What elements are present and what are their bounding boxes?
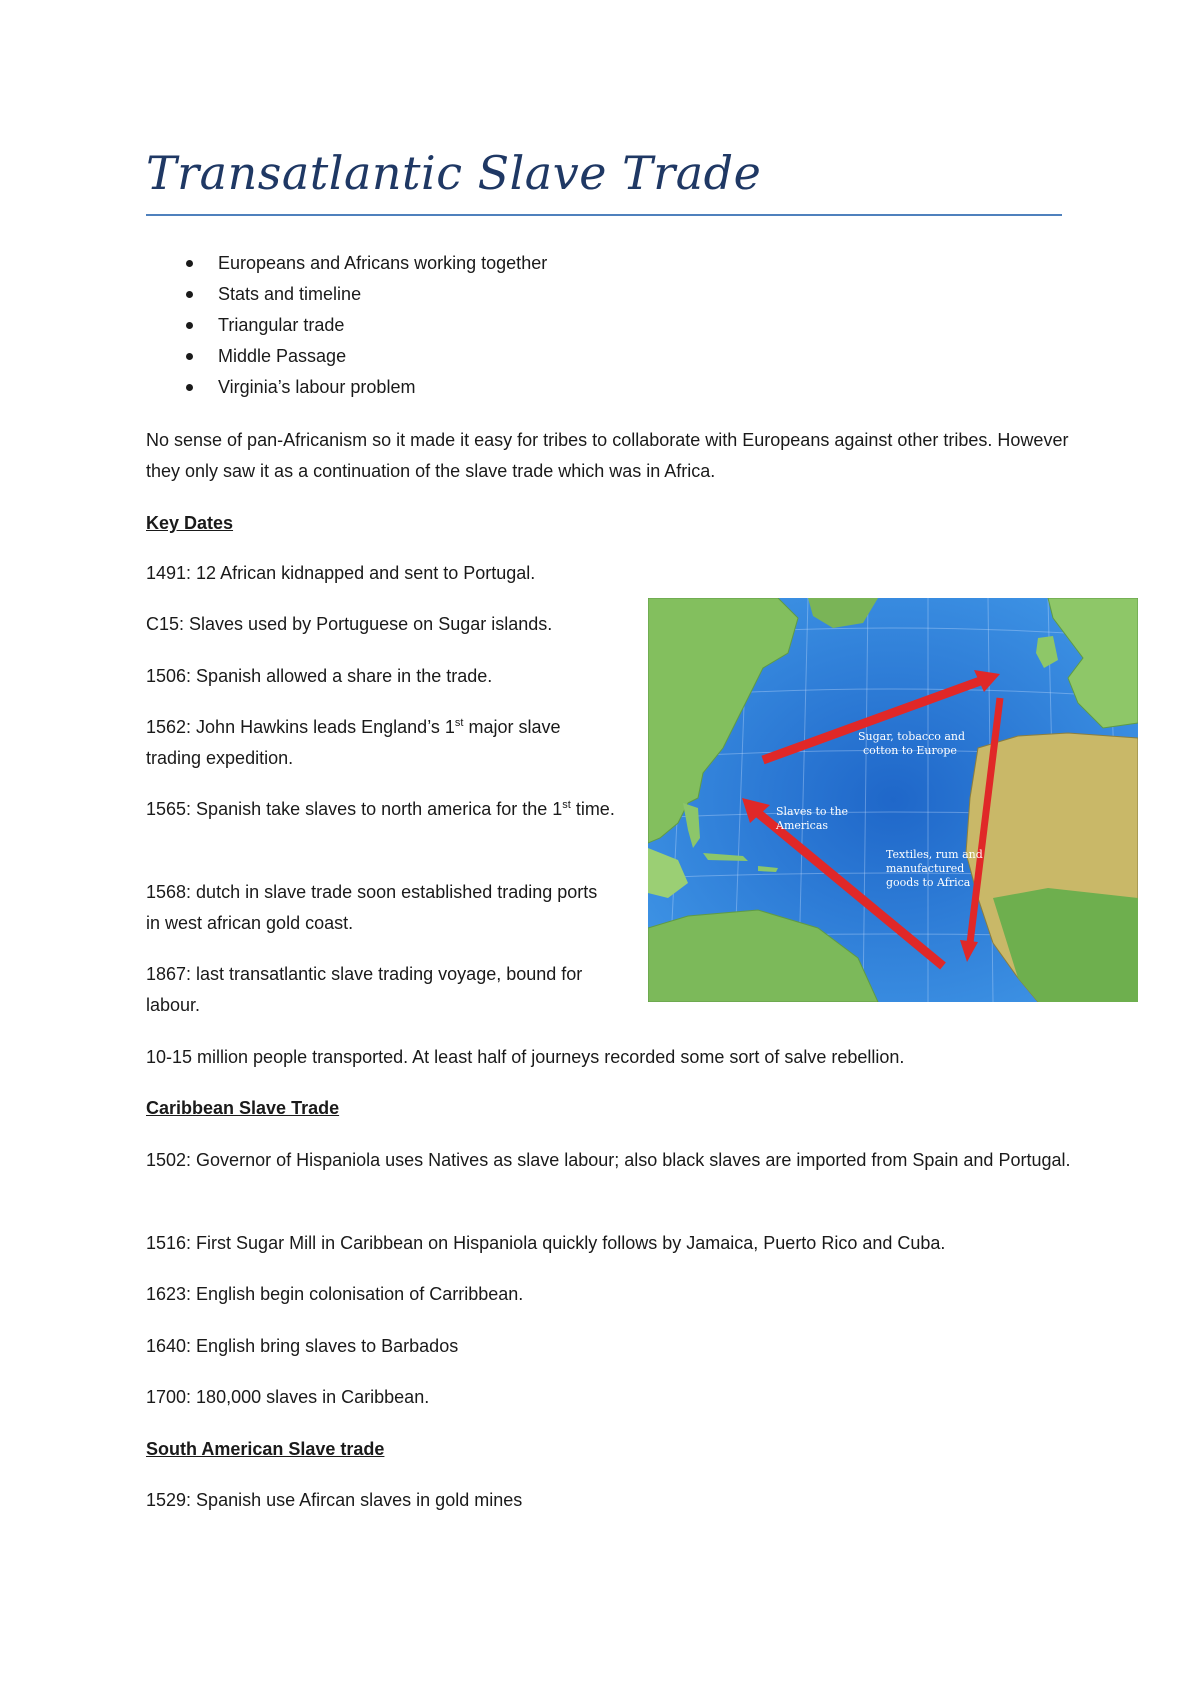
key-date-entry: 1491: 12 African kidnapped and sent to Portugal. bbox=[146, 563, 536, 583]
svg-text:Textiles, rum and: Textiles, rum and bbox=[886, 848, 983, 861]
key-date-entry: 1565: Spanish take slaves to north america for the 1st time. bbox=[146, 799, 615, 819]
bullet-icon bbox=[186, 384, 193, 391]
bullet-icon bbox=[186, 353, 193, 360]
bullet-icon bbox=[186, 260, 193, 267]
intro-paragraph: No sense of pan-Africanism so it made it easy for tribes to collaborate with Europeans against other tribes. However they only saw it as a continuation of the slave trade which was in Africa. bbox=[146, 430, 1069, 481]
svg-text:goods to Africa: goods to Africa bbox=[886, 876, 971, 889]
list-item: Triangular trade bbox=[146, 310, 547, 341]
key-date-entry: 1568: dutch in slave trade soon established trading ports in west african gold coast. bbox=[146, 882, 598, 933]
key-date-entry: C15: Slaves used by Portuguese on Sugar islands. bbox=[146, 614, 553, 634]
caribbean-entry: 1623: English begin colonisation of Carribbean. bbox=[146, 1284, 524, 1304]
south-america-entry: 1529: Spanish use Afircan slaves in gold mines bbox=[146, 1490, 523, 1510]
svg-text:cotton to Europe: cotton to Europe bbox=[863, 744, 957, 757]
map-graphic bbox=[648, 598, 1138, 1002]
list-item: Europeans and Africans working together bbox=[146, 248, 547, 279]
svg-text:Americas: Americas bbox=[776, 819, 829, 832]
caribbean-entry: 1640: English bring slaves to Barbados bbox=[146, 1336, 459, 1356]
triangular-trade-map bbox=[648, 598, 1138, 1002]
key-dates-heading: Key Dates bbox=[146, 513, 234, 533]
key-date-entry: 1506: Spanish allowed a share in the trade. bbox=[146, 666, 493, 686]
south-america-heading: South American Slave trade bbox=[146, 1439, 385, 1459]
caribbean-entry: 1516: First Sugar Mill in Caribbean on Hispaniola quickly follows by Jamaica, Puerto Rico and Cuba. bbox=[146, 1233, 946, 1253]
key-date-entry: 1867: last transatlantic slave trading voyage, bound for labour. bbox=[146, 964, 583, 1015]
caribbean-entry: 1502: Governor of Hispaniola uses Natives as slave labour; also black slaves are imported from Spain and Portugal. bbox=[146, 1150, 1071, 1170]
list-item: Stats and timeline bbox=[146, 279, 547, 310]
svg-text:Sugar, tobacco and: Sugar, tobacco and bbox=[858, 730, 966, 743]
caribbean-heading: Caribbean Slave Trade bbox=[146, 1098, 340, 1118]
list-item: Middle Passage bbox=[146, 341, 547, 372]
bullet-icon bbox=[186, 322, 193, 329]
caribbean-entry: 1700: 180,000 slaves in Caribbean. bbox=[146, 1387, 430, 1407]
svg-text:Slaves to the: Slaves to the bbox=[776, 805, 849, 818]
document-title: Transatlantic Slave Trade bbox=[146, 146, 762, 200]
list-item: Virginia’s labour problem bbox=[146, 372, 547, 403]
statistics-summary: 10-15 million people transported. At least half of journeys recorded some sort of salve rebellion. bbox=[146, 1047, 905, 1067]
topic-bullet-list bbox=[146, 248, 547, 403]
key-date-entry: 1562: John Hawkins leads England’s 1st major slave trading expedition. bbox=[146, 717, 561, 768]
bullet-icon bbox=[186, 291, 193, 298]
title-underline-rule bbox=[146, 214, 1062, 216]
svg-text:manufactured: manufactured bbox=[886, 862, 965, 875]
